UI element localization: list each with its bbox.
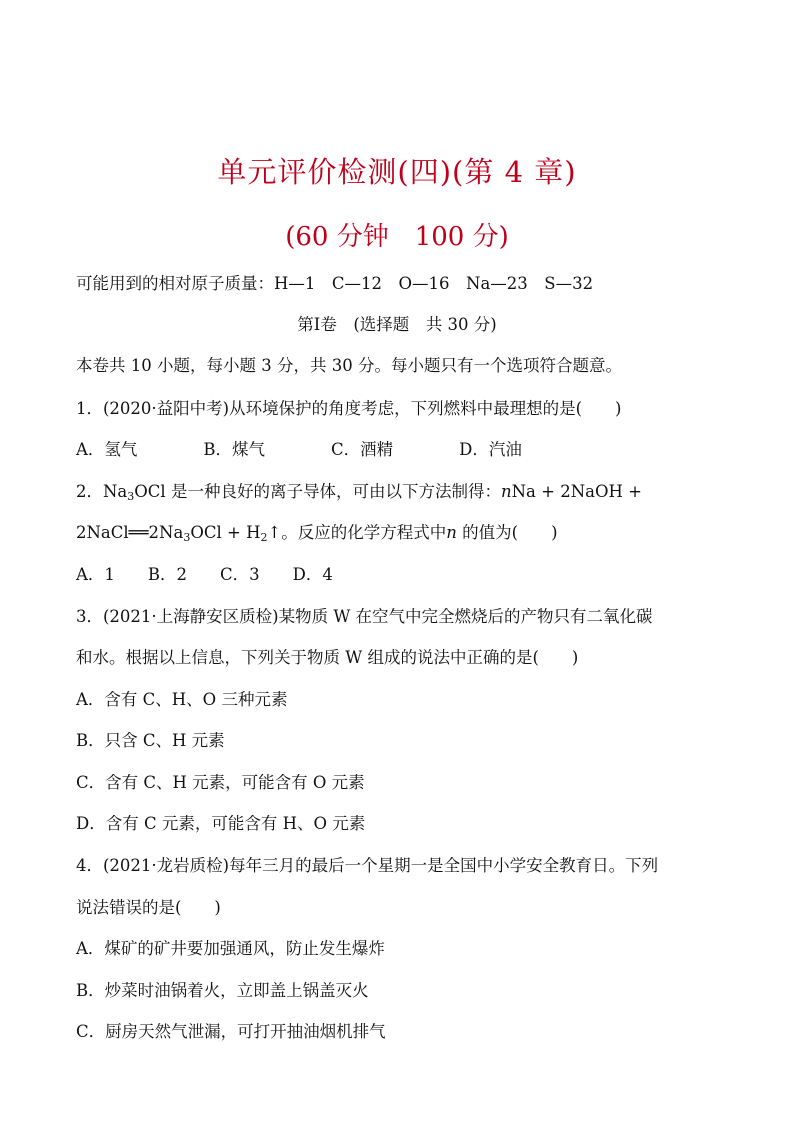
q2-line2 [76,522,726,544]
atomic-masses-note: 可能用到的相对原子质量：H—1 C—12 O—16 Na—23 S—32 [76,274,594,293]
q2-subscript: 2 [260,531,268,544]
time-score-subtitle: (60 分钟 100 分) [285,222,509,252]
section-heading: 第Ⅰ卷 (选择题 共 30 分) [297,315,497,334]
q2-subscript: 3 [127,490,135,503]
q2-text: 2．Na [76,482,128,501]
q1-stem: 1．(2020·益阳中考)从环境保护的角度考虑，下列燃料中最理想的是( ) [76,399,622,418]
q1-options: A．氢气 B．煤气 C．酒精 D．汽油 [76,440,522,459]
q2-line1 [76,481,726,503]
q2-text: 的值为( ) [456,523,558,542]
q3-line2: 和水。根据以上信息，下列关于物质 W 组成的说法中正确的是( ) [76,648,579,667]
q3-option-c: C．含有 C、H 元素，可能含有 O 元素 [76,773,365,792]
q2-text: OCl 是一种良好的离子导体，可由以下方法制得： [134,482,501,501]
section-instructions: 本卷共 10 小题，每小题 3 分，共 30 分。每小题只有一个选项符合题意。 [76,356,622,375]
q2-text: OCl + H [190,523,261,542]
q4-option-a: A．煤矿的矿井要加强通风，防止发生爆炸 [76,939,385,958]
q4-line2: 说法错误的是( ) [76,898,221,917]
q3-line1: 3．(2021·上海静安区质检)某物质 W 在空气中完全燃烧后的产物只有二氧化碳 [76,607,653,626]
q3-option-d: D．含有 C 元素，可能含有 H、O 元素 [76,814,366,833]
q2-text: 2NaCl══2Na [76,523,184,542]
q2-text: Na + 2NaOH + [511,482,642,501]
q3-option-a: A．含有 C、H、O 三种元素 [76,690,288,709]
q4-option-b: B．炒菜时油锅着火，立即盖上锅盖灭火 [76,981,369,1000]
q2-variable-n: n [446,523,457,542]
page-title: 单元评价检测(四)(第 4 章) [217,155,577,189]
q2-variable-n: n [500,482,512,501]
q3-option-b: B．只含 C、H 元素 [76,731,225,750]
q2-text: ↑。反应的化学方程式中 [267,523,447,542]
q2-subscript: 3 [183,531,191,544]
q4-option-c: C．厨房天然气泄漏，可打开抽油烟机排气 [76,1022,386,1041]
q2-options: A．1 B．2 C．3 D．4 [76,565,333,584]
q4-line1: 4．(2021·龙岩质检)每年三月的最后一个星期一是全国中小学安全教育日。下列 [76,856,659,875]
